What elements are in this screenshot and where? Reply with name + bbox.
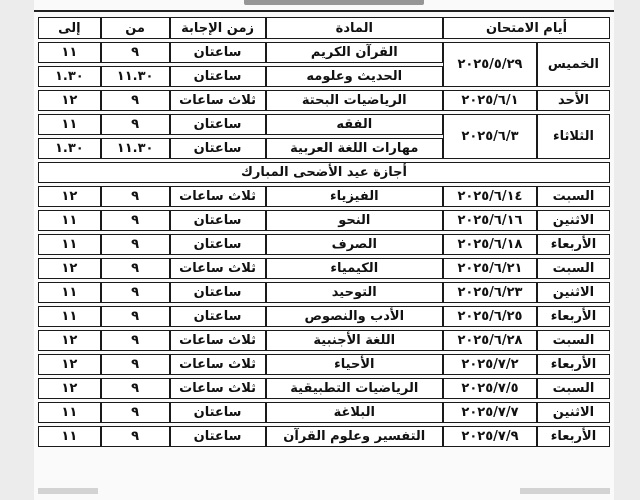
to-cell: ١١: [38, 426, 101, 447]
day-cell: الاثنين: [537, 210, 610, 231]
from-cell: ١١.٣٠: [101, 66, 170, 87]
date-cell: ٢٠٢٥/٧/٥: [443, 378, 537, 399]
subject-cell: البلاغة: [266, 402, 443, 423]
footer-left-mark: [38, 488, 98, 494]
subject-cell: اللغة الأجنبية: [266, 330, 443, 351]
to-cell: ١٢: [38, 378, 101, 399]
table-row: [38, 90, 610, 111]
date-cell: ٢٠٢٥/٦/٢١: [443, 258, 537, 279]
table-row: [38, 354, 610, 375]
day-cell: السبت: [537, 258, 610, 279]
to-cell: ١.٣٠: [38, 66, 101, 87]
cropped-title-bar: [244, 0, 424, 5]
duration-cell: ساعتان: [170, 282, 266, 303]
to-cell: ١١: [38, 42, 101, 63]
from-cell: ٩: [101, 234, 170, 255]
subject-cell: الحديث وعلومه: [266, 66, 443, 87]
duration-cell: ثلاث ساعات: [170, 378, 266, 399]
from-cell: ٩: [101, 306, 170, 327]
duration-cell: ساعتان: [170, 66, 266, 87]
from-cell: ٩: [101, 354, 170, 375]
to-cell: ١٢: [38, 258, 101, 279]
day-cell: الخميس: [537, 42, 610, 87]
date-cell: ٢٠٢٥/٧/٧: [443, 402, 537, 423]
subject-cell: الرياضيات البحتة: [266, 90, 443, 111]
footer-strip: [38, 488, 610, 496]
header-row: [38, 17, 610, 39]
duration-cell: ثلاث ساعات: [170, 186, 266, 207]
to-cell: ١١: [38, 210, 101, 231]
subject-cell: الفقه: [266, 114, 443, 135]
header-to: إلى: [38, 17, 101, 39]
table-row: [38, 210, 610, 231]
holiday-row: [38, 162, 610, 183]
exam-schedule-sheet: [34, 0, 614, 500]
table-row: [38, 258, 610, 279]
from-cell: ٩: [101, 378, 170, 399]
day-cell: الأربعاء: [537, 354, 610, 375]
exam-schedule-table: [38, 14, 610, 450]
duration-cell: ساعتان: [170, 138, 266, 159]
top-title-strip: [34, 0, 614, 12]
date-cell: ٢٠٢٥/٦/٢٨: [443, 330, 537, 351]
subject-cell: مهارات اللغة العربية: [266, 138, 443, 159]
duration-cell: ثلاث ساعات: [170, 330, 266, 351]
header-subject: المادة: [266, 17, 443, 39]
to-cell: ١١: [38, 306, 101, 327]
to-cell: ١١: [38, 114, 101, 135]
from-cell: ٩: [101, 282, 170, 303]
day-cell: الأربعاء: [537, 426, 610, 447]
from-cell: ٩: [101, 426, 170, 447]
to-cell: ١.٣٠: [38, 138, 101, 159]
duration-cell: ساعتان: [170, 114, 266, 135]
to-cell: ١١: [38, 402, 101, 423]
subject-cell: الأدب والنصوص: [266, 306, 443, 327]
date-cell: ٢٠٢٥/٦/١٤: [443, 186, 537, 207]
date-cell: ٢٠٢٥/٥/٢٩: [443, 42, 537, 87]
duration-cell: ثلاث ساعات: [170, 354, 266, 375]
table-row: [38, 114, 610, 135]
from-cell: ٩: [101, 90, 170, 111]
from-cell: ٩: [101, 42, 170, 63]
from-cell: ٩: [101, 186, 170, 207]
subject-cell: النحو: [266, 210, 443, 231]
table-row: [38, 186, 610, 207]
to-cell: ١٢: [38, 330, 101, 351]
duration-cell: ساعتان: [170, 426, 266, 447]
date-cell: ٢٠٢٥/٦/١٨: [443, 234, 537, 255]
duration-cell: ساعتان: [170, 210, 266, 231]
from-cell: ٩: [101, 114, 170, 135]
to-cell: ١٢: [38, 186, 101, 207]
subject-cell: التوحيد: [266, 282, 443, 303]
duration-cell: ساعتان: [170, 234, 266, 255]
date-cell: ٢٠٢٥/٧/٩: [443, 426, 537, 447]
subject-cell: الصرف: [266, 234, 443, 255]
table-row: [38, 306, 610, 327]
day-cell: الأحد: [537, 90, 610, 111]
day-cell: السبت: [537, 186, 610, 207]
to-cell: ١١: [38, 282, 101, 303]
header-from: من: [101, 17, 170, 39]
table-row: [38, 330, 610, 351]
to-cell: ١١: [38, 234, 101, 255]
day-cell: الأربعاء: [537, 234, 610, 255]
to-cell: ١٢: [38, 354, 101, 375]
from-cell: ٩: [101, 402, 170, 423]
day-cell: السبت: [537, 330, 610, 351]
from-cell: ٩: [101, 330, 170, 351]
duration-cell: ساعتان: [170, 42, 266, 63]
day-cell: الأربعاء: [537, 306, 610, 327]
from-cell: ٩: [101, 210, 170, 231]
subject-cell: التفسير وعلوم القرآن: [266, 426, 443, 447]
subject-cell: القرآن الكريم: [266, 42, 443, 63]
subject-cell: الأحياء: [266, 354, 443, 375]
date-cell: ٢٠٢٥/٦/١٦: [443, 210, 537, 231]
footer-right-mark: [520, 488, 610, 494]
to-cell: ١٢: [38, 90, 101, 111]
duration-cell: ساعتان: [170, 306, 266, 327]
table-row: [38, 42, 610, 63]
day-cell: الاثنين: [537, 402, 610, 423]
date-cell: ٢٠٢٥/٦/٢٣: [443, 282, 537, 303]
duration-cell: ساعتان: [170, 402, 266, 423]
from-cell: ١١.٣٠: [101, 138, 170, 159]
duration-cell: ثلاث ساعات: [170, 90, 266, 111]
header-exam-days: أيام الامتحان: [443, 17, 610, 39]
header-duration: زمن الإجابة: [170, 17, 266, 39]
holiday-cell: أجازة عيد الأضحى المبارك: [38, 162, 610, 183]
table-row: [38, 378, 610, 399]
day-cell: الثلاثاء: [537, 114, 610, 159]
day-cell: السبت: [537, 378, 610, 399]
from-cell: ٩: [101, 258, 170, 279]
subject-cell: الفيزياء: [266, 186, 443, 207]
date-cell: ٢٠٢٥/٦/١: [443, 90, 537, 111]
table-row: [38, 282, 610, 303]
date-cell: ٢٠٢٥/٦/٣: [443, 114, 537, 159]
subject-cell: الرياضيات التطبيقية: [266, 378, 443, 399]
table-row: [38, 402, 610, 423]
date-cell: ٢٠٢٥/٦/٢٥: [443, 306, 537, 327]
duration-cell: ثلاث ساعات: [170, 258, 266, 279]
date-cell: ٢٠٢٥/٧/٢: [443, 354, 537, 375]
subject-cell: الكيمياء: [266, 258, 443, 279]
table-row: [38, 234, 610, 255]
day-cell: الاثنين: [537, 282, 610, 303]
table-row: [38, 426, 610, 447]
